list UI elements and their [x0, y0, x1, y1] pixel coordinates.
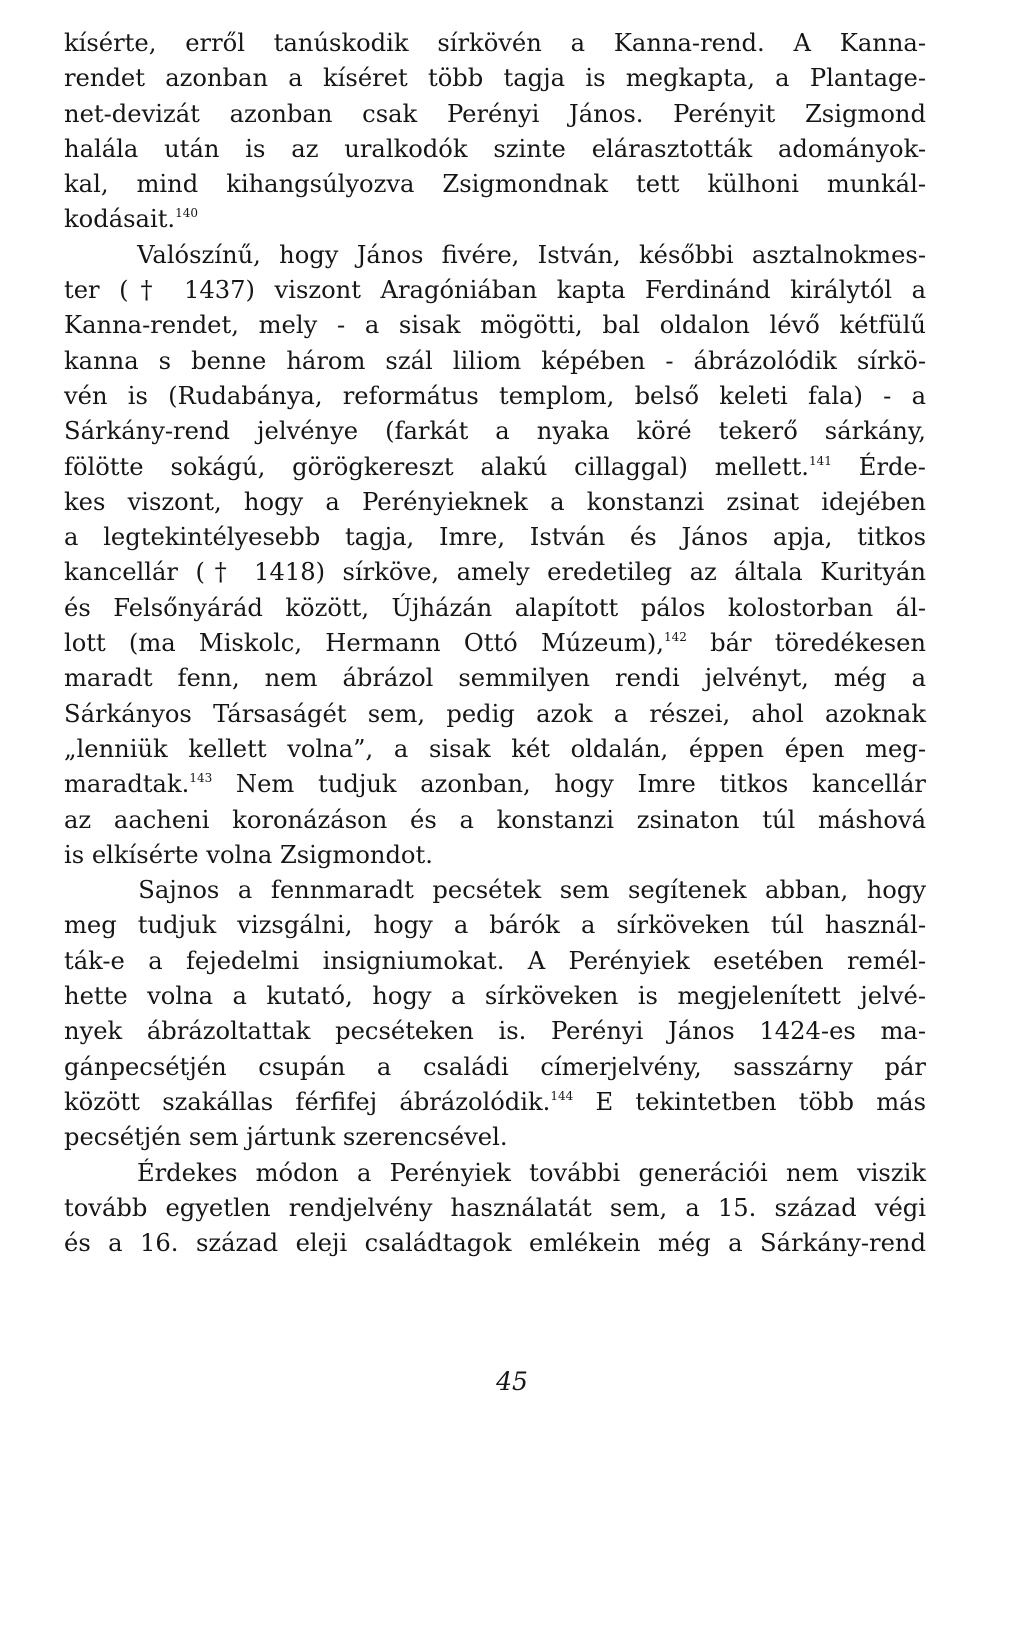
text-line: [64, 132, 926, 167]
text-line: [64, 1120, 926, 1155]
text-line: [64, 273, 926, 308]
text-line: [64, 555, 926, 590]
line-text: net-devizát azonban csak Perényi János. Perényit Zsigmond: [64, 99, 926, 128]
footnote-reference: 141: [808, 453, 832, 468]
text-line: [64, 97, 926, 132]
line-text: az aacheni koronázáson és a konstanzi zsinaton túl máshová: [64, 805, 926, 834]
line-text: hette volna a kutató, hogy a sírköveken is megjelenített jelvé-: [64, 982, 926, 1011]
text-line: [64, 944, 926, 979]
line-text: ták-e a fejedelmi insigniumokat. A Perényiek esetében remél-: [64, 946, 926, 975]
text-line: [64, 1156, 926, 1191]
text-line: [64, 344, 926, 379]
text-line: [64, 626, 926, 661]
line-text: között szakállas férfifej ábrázolódik.: [64, 1087, 551, 1116]
line-text-continued: Érde-: [831, 452, 926, 481]
line-text: nyek ábrázoltattak pecséteken is. Perényi János 1424-es ma-: [64, 1017, 926, 1046]
text-line: [64, 1014, 926, 1049]
line-text: Érdekes módon a Perényiek további generációi nem viszik: [64, 1158, 926, 1187]
line-text: Valószínű, hogy János fivére, István, későbbi asztalnokmes-: [64, 240, 926, 269]
page-number: 45: [496, 1367, 528, 1396]
text-line: [64, 732, 926, 767]
line-text: meg tudjuk vizsgálni, hogy a bárók a sírköveken túl használ-: [64, 911, 926, 940]
text-line: [64, 167, 926, 202]
text-line: [64, 379, 926, 414]
text-line: [64, 238, 926, 273]
text-line: [64, 591, 926, 626]
text-line: [64, 767, 926, 802]
line-text-continued: bár töredékesen: [686, 629, 927, 658]
text-line: [64, 520, 926, 555]
body-text: [64, 26, 926, 1261]
footnote-reference: 144: [550, 1088, 574, 1103]
line-text: maradtak.: [64, 770, 190, 799]
line-text: pecsétjén sem jártunk szerencsével.: [64, 1123, 508, 1152]
text-line: [64, 1226, 926, 1261]
footnote-reference: 140: [175, 206, 199, 221]
line-text: és Felsőnyárád között, Újházán alapított pálos kolostorban ál-: [64, 593, 926, 622]
line-text: vén is (Rudabánya, református templom, belső keleti fala) - a: [64, 381, 926, 410]
text-line: [64, 838, 926, 873]
line-text: rendet azonban a kíséret több tagja is megkapta, a Plantage-: [64, 64, 926, 93]
line-text: „lenniük kellett volna”, a sisak két oldalán, éppen épen meg-: [64, 734, 926, 763]
footnote-reference: 142: [664, 630, 687, 645]
line-text: Sajnos a fennmaradt pecsétek sem segítenek abban, hogy: [64, 876, 926, 905]
line-text: kancellár († 1418) sírköve, amely eredetileg az általa Kurityán: [64, 558, 926, 587]
line-text: Kanna-rendet, mely - a sisak mögötti, bal oldalon lévő kétfülű: [64, 311, 926, 340]
text-line: [64, 485, 926, 520]
line-text: kal, mind kihangsúlyozva Zsigmondnak tett külhoni munkál-: [64, 170, 926, 199]
line-text: kísérte, erről tanúskodik sírkövén a Kanna-rend. A Kanna-: [64, 29, 926, 57]
line-text: a legtekintélyesebb tagja, Imre, István és János apja, titkos: [64, 523, 926, 552]
line-text: kes viszont, hogy a Perényieknek a konstanzi zsinat idejében: [64, 487, 926, 516]
text-line: [64, 308, 926, 343]
line-text: kanna s benne három szál liliom képében - ábrázolódik sírkö-: [64, 346, 926, 375]
line-text-continued: Nem tudjuk azonban, hogy Imre titkos kancellár: [212, 770, 926, 799]
text-line: [64, 414, 926, 449]
line-text: kodásait.: [64, 205, 176, 234]
text-line: [64, 803, 926, 838]
line-text: Sárkány-rend jelvénye (farkát a nyaka köré tekerő sárkány,: [64, 417, 926, 446]
text-line: [64, 61, 926, 96]
text-line: [64, 1050, 926, 1085]
line-text: és a 16. század eleji családtagok emlékein még a Sárkány-rend: [64, 1229, 926, 1258]
text-line: [64, 450, 926, 485]
text-line: [64, 26, 926, 61]
text-line: [64, 202, 926, 237]
line-text: Sárkányos Társaságét sem, pedig azok a részei, ahol azoknak: [64, 699, 926, 728]
text-line: [64, 661, 926, 696]
line-text: fölötte sokágú, görögkereszt alakú cillaggal) mellett.: [64, 452, 809, 481]
text-line: [64, 873, 926, 908]
line-text: tovább egyetlen rendjelvény használatát sem, a 15. század végi: [64, 1193, 926, 1222]
text-line: [64, 908, 926, 943]
text-line: [64, 1191, 926, 1226]
text-line: [64, 697, 926, 732]
line-text: is elkísérte volna Zsigmondot.: [64, 840, 433, 869]
line-text: halála után is az uralkodók szinte elárasztották adományok-: [64, 134, 926, 163]
line-text: lott (ma Miskolc, Hermann Ottó Múzeum),: [64, 629, 664, 658]
line-text-continued: E tekintetben több más: [573, 1087, 927, 1116]
line-text: ter († 1437) viszont Aragóniában kapta Ferdinánd királytól a: [64, 276, 926, 305]
text-line: [64, 979, 926, 1014]
text-line: [64, 1085, 926, 1120]
line-text: gánpecsétjén csupán a családi címerjelvény, sasszárny pár: [64, 1052, 926, 1081]
line-text: maradt fenn, nem ábrázol semmilyen rendi jelvényt, még a: [64, 664, 926, 693]
footnote-reference: 143: [189, 771, 213, 786]
